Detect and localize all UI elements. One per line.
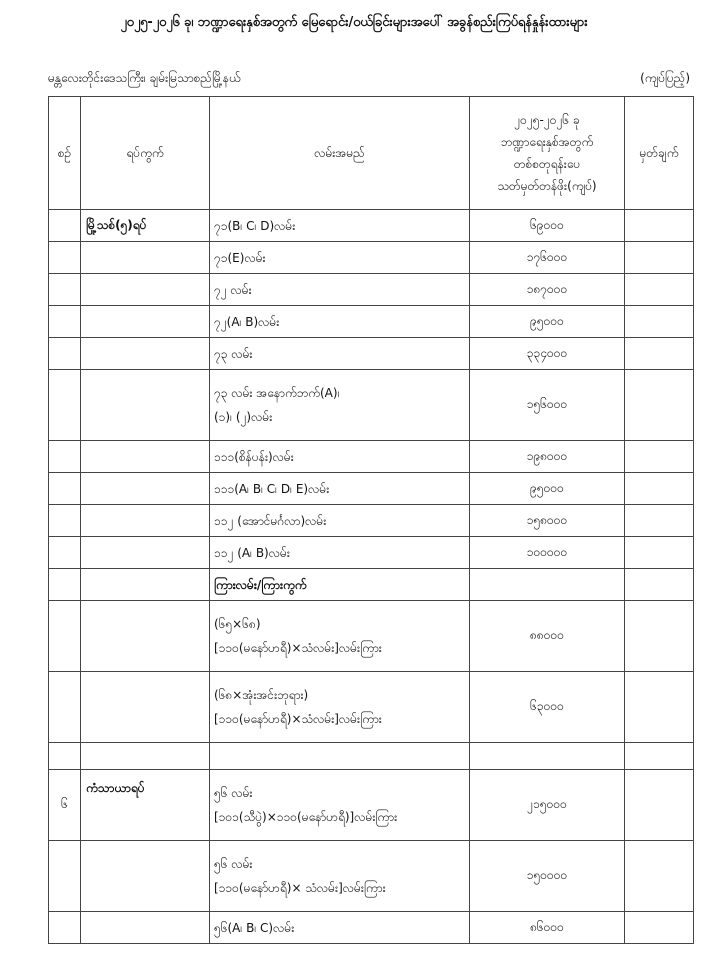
currency-note: (ကျပ်ပြည့်) [640, 71, 690, 85]
cell-price: ၉၅၀၀၀ [470, 306, 625, 338]
street-line: ၁၁၂ (အောင်မင်္ဂလာ)လမ်း [214, 513, 327, 528]
table-row [49, 370, 694, 441]
cell-no [49, 473, 81, 505]
cell-street [210, 841, 470, 912]
cell-quarter [81, 505, 210, 537]
cell-remarks [625, 743, 694, 770]
cell-price: ၈၆၀၀၀ [470, 912, 625, 944]
cell-no [49, 672, 81, 743]
cell-no [49, 370, 81, 441]
cell-street [210, 537, 470, 569]
table-row [49, 505, 694, 537]
cell-price: ၁၅၈၀၀၀ [470, 505, 625, 537]
street-line: ၇၂(A၊ B)လမ်း [214, 314, 280, 329]
cell-quarter [81, 473, 210, 505]
table-row [49, 473, 694, 505]
street-line: (၁)၊ (၂)လမ်း [214, 410, 273, 424]
cell-price: ၁၅၀၀၀၀ [470, 841, 625, 912]
header-street: လမ်းအမည် [210, 97, 470, 210]
table-row [49, 306, 694, 338]
header-price-line: ဘဏ္ဍာရေးနှစ်အတွက် [500, 135, 594, 149]
cell-remarks [625, 338, 694, 370]
street-line: [၁၀၁(သီပွဲ)×၁၁၀(မနော်ဟရီ)]လမ်းကြား [214, 810, 398, 824]
cell-no [49, 743, 81, 770]
header-price-line: တစ်စတုရန်းပေ [513, 157, 581, 171]
cell-remarks [625, 505, 694, 537]
cell-no: ၆ [49, 770, 81, 841]
cell-price: ၁၀၀၀၀၀ [470, 537, 625, 569]
cell-quarter [81, 370, 210, 441]
cell-price [470, 743, 625, 770]
cell-quarter [81, 743, 210, 770]
street-line: (၆၅×၆၈) [214, 617, 261, 631]
table-row [49, 441, 694, 473]
table-header-row [49, 97, 694, 210]
cell-quarter: ကံသာယာရပ် [81, 770, 210, 841]
table-row [49, 537, 694, 569]
cell-remarks [625, 274, 694, 306]
cell-quarter [81, 672, 210, 743]
street-line: [၁၁၀(မနော်ဟရီ)×သံလမ်း]လမ်းကြား [214, 641, 382, 655]
table-row [49, 743, 694, 770]
street-line: ၁၁၂ (A၊ B)လမ်း [214, 545, 290, 560]
cell-street [210, 505, 470, 537]
cell-street [210, 473, 470, 505]
header-price-line: ၂၀၂၅-၂၀၂၆ ခု [514, 113, 580, 127]
cell-no [49, 912, 81, 944]
table-row [49, 841, 694, 912]
table-row [49, 912, 694, 944]
cell-quarter [81, 306, 210, 338]
cell-street [210, 370, 470, 441]
location-label: မန္တလေးတိုင်းဒေသကြီး၊ ချမ်းမြသာစည်မြို့နယ် [48, 71, 241, 85]
cell-price: ၈၈၀၀၀ [470, 601, 625, 672]
cell-no [49, 338, 81, 370]
street-line: ၇၃ လမ်း [214, 346, 253, 361]
street-line: ၅၆(A၊ B၊ C)လမ်း [214, 920, 295, 935]
street-line: ၇၃ လမ်း အနောက်ဘက်(A)၊ [214, 386, 340, 400]
header-price-line: သတ်မှတ်တန်ဖိုး(ကျပ်) [497, 179, 597, 193]
cell-street [210, 672, 470, 743]
header-no: စဉ် [49, 97, 81, 210]
street-line: ၅၆ လမ်း [214, 786, 253, 800]
document-title: ၂၀၂၅-၂၀၂၆ ခု၊ ဘဏ္ဍာရေးနှစ်အတွက် မြေရောင်း/ဝယ်ခြင်းများအပေါ် အခွန်စည်းကြပ်ရန်နှုန်းထားများ [120, 15, 588, 30]
table-body [49, 210, 694, 944]
cell-remarks [625, 210, 694, 242]
table-row [49, 242, 694, 274]
cell-remarks [625, 569, 694, 601]
street-line: ၅၆ လမ်း [214, 857, 253, 871]
cell-no [49, 537, 81, 569]
street-line: ၁၁၁(စိန်ပန်း)လမ်း [214, 449, 294, 464]
cell-remarks [625, 912, 694, 944]
cell-street [210, 274, 470, 306]
cell-no [49, 210, 81, 242]
street-line: [၁၁၀(မနော်ဟရီ)×သံလမ်း]လမ်းကြား [214, 712, 382, 726]
cell-price: ၆၉၀၀၀ [470, 210, 625, 242]
cell-price: ၃၃၄၀၀၀ [470, 338, 625, 370]
street-line: ၇၁(B၊ C၊ D)လမ်း [214, 218, 296, 233]
cell-street [210, 743, 470, 770]
cell-remarks [625, 672, 694, 743]
cell-street [210, 441, 470, 473]
cell-remarks [625, 370, 694, 441]
table-row [49, 210, 694, 242]
cell-street [210, 912, 470, 944]
cell-quarter [81, 841, 210, 912]
cell-quarter [81, 569, 210, 601]
street-line: ၇၂ လမ်း [214, 282, 252, 297]
table-row [49, 569, 694, 601]
table-row [49, 672, 694, 743]
header-quarter: ရပ်ကွက် [81, 97, 210, 210]
street-line: ၇၁(E)လမ်း [214, 250, 266, 265]
header-price [470, 97, 625, 210]
cell-price [470, 569, 625, 601]
cell-quarter [81, 912, 210, 944]
cell-no [49, 441, 81, 473]
cell-remarks [625, 306, 694, 338]
cell-no [49, 841, 81, 912]
cell-price: ၁၈၇၀၀၀ [470, 274, 625, 306]
street-line: [၁၁၀(မနော်ဟရီ)× သံလမ်း]လမ်းကြား [214, 881, 386, 895]
cell-no [49, 569, 81, 601]
cell-quarter [81, 601, 210, 672]
cell-street [210, 338, 470, 370]
cell-price: ၆၃၀၀၀ [470, 672, 625, 743]
cell-quarter [81, 441, 210, 473]
street-line: ၁၁၁(A၊ B၊ C၊ D၊ E)လမ်း [214, 481, 330, 496]
table-row [49, 338, 694, 370]
cell-no [49, 505, 81, 537]
cell-quarter [81, 537, 210, 569]
street-line: ကြားလမ်း/ကြားကွက် [214, 577, 307, 592]
cell-price: ၁၅၆၀၀၀ [470, 370, 625, 441]
cell-street [210, 242, 470, 274]
cell-street [210, 569, 470, 601]
cell-remarks [625, 601, 694, 672]
cell-price: ၂၁၅၀၀၀ [470, 770, 625, 841]
header-remarks: မှတ်ချက် [625, 97, 694, 210]
cell-no [49, 601, 81, 672]
rate-table [48, 96, 694, 944]
cell-remarks [625, 770, 694, 841]
cell-remarks [625, 242, 694, 274]
cell-price: ၁၉၈၀၀၀ [470, 441, 625, 473]
cell-remarks [625, 841, 694, 912]
table-row [49, 274, 694, 306]
cell-remarks [625, 441, 694, 473]
cell-quarter: မြို့သစ်(၅)ရပ် [81, 210, 210, 242]
cell-street [210, 210, 470, 242]
cell-no [49, 306, 81, 338]
cell-price: ၁၇၆၀၀၀ [470, 242, 625, 274]
cell-price: ၉၅၀၀၀ [470, 473, 625, 505]
cell-street [210, 306, 470, 338]
table-row [49, 770, 694, 841]
cell-remarks [625, 473, 694, 505]
street-line: (၆၈×အုံးအင်းဘုရား) [214, 688, 309, 702]
cell-remarks [625, 537, 694, 569]
table-row [49, 601, 694, 672]
cell-quarter [81, 274, 210, 306]
cell-no [49, 274, 81, 306]
cell-quarter [81, 242, 210, 274]
cell-no [49, 242, 81, 274]
cell-quarter [81, 338, 210, 370]
cell-street [210, 601, 470, 672]
cell-street [210, 770, 470, 841]
